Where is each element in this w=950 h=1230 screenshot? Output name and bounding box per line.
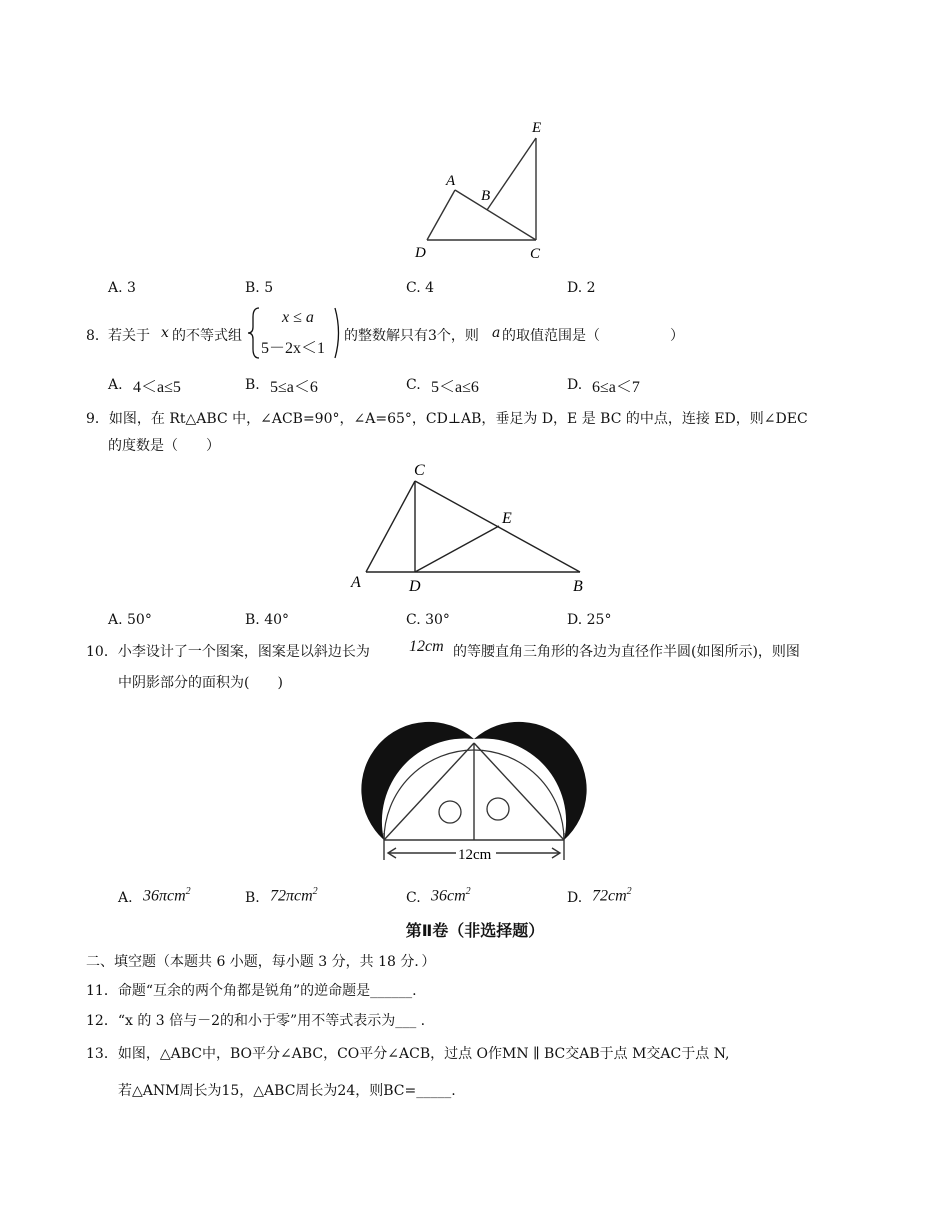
label-E: E [532, 120, 542, 136]
q8-option-a-label: A. [108, 377, 123, 393]
q10-line1-pre: 10．小李设计了一个图案，图案是以斜边长为 [86, 644, 370, 660]
label-A: A [351, 574, 361, 591]
label-A: A [446, 173, 456, 189]
q8-text-end: 的取值范围是（ ） [502, 328, 684, 344]
q10-option-c-math: $36cm^2$ [431, 886, 471, 905]
q13-line1: 13．如图，△ABC中，BO平分∠ABC，CO平分∠ACB，过点 O作MN ∥ BC交AB于点 M交AC于点 N, [86, 1046, 730, 1062]
seg-DA [427, 190, 455, 240]
q10-line1-post: 的等腰直角三角形的各边为直径作半圆(如图所示)，则图 [453, 644, 800, 660]
q8-option-c-label: C. [406, 377, 421, 393]
q8-text-mid: 的不等式组 [172, 328, 242, 344]
q7-option-a: A. 3 [108, 280, 136, 296]
seg-EB [487, 138, 536, 210]
q9-option-c: C. 30° [406, 612, 450, 628]
q10-option-d-math: $72cm^2$ [592, 886, 632, 905]
label-D: D [415, 245, 426, 261]
q7-option-b: B. 5 [245, 280, 274, 296]
label-C: C [414, 462, 425, 479]
q8-option-b-label: B. [245, 377, 260, 393]
dimension-label: 12cm [458, 847, 492, 863]
q9-line1: 9．如图，在 Rt△ABC 中，∠ACB=90°，∠A=65°，CD⊥AB，垂足为 D，E 是 BC 的中点，连接 ED，则∠DEC [86, 411, 808, 427]
label-C: C [530, 246, 541, 262]
q8-text-post: 的整数解只有3个，则 [344, 328, 479, 344]
q8-var-a: a [492, 325, 501, 341]
figure-q9 [345, 455, 595, 595]
q9-option-b: B. 40° [245, 612, 290, 628]
label-B: B [481, 188, 491, 204]
shaded-lune-right [474, 722, 587, 840]
q9-line2: 的度数是（ ） [108, 438, 220, 454]
q10-option-b-label: B. [245, 890, 260, 906]
q7-option-d: D. 2 [567, 280, 596, 296]
label-B: B [573, 578, 583, 595]
figure-q10 [360, 715, 590, 870]
q8-number: 8． [86, 328, 109, 344]
section2-description: 二、填空题（本题共 6 小题，每小题 3 分，共 18 分．） [86, 954, 436, 970]
q8-option-d-label: D. [567, 377, 583, 393]
q8-option-a-math: 4＜a≤5 [133, 379, 181, 396]
q10-line1-math: 12cm [409, 638, 444, 655]
q8-system-row2: 5－2x＜1 [261, 340, 326, 357]
section2-title: 第Ⅱ卷（非选择题） [405, 921, 545, 940]
label-E: E [502, 510, 512, 527]
q8-system-row1: x ≤ a [282, 309, 314, 326]
q11: 11．命题“互余的两个角都是锐角”的逆命题是______. [86, 983, 417, 999]
q8-option-b-math: 5≤a＜6 [270, 379, 318, 396]
q12: 12．“x 的 3 倍与－2的和小于零”用不等式表示为___ . [86, 1013, 426, 1029]
q10-option-a-math: 36πcm$^2$ [143, 886, 191, 905]
q13-line2: 若△ANM周长为15，△ABC周长为24，则BC=_____. [118, 1083, 456, 1099]
shaded-lune-left [361, 722, 474, 840]
q7-option-c: C. 4 [406, 280, 435, 296]
small-circle-left [439, 801, 461, 823]
q10-line2: 中阴影部分的面积为( ) [118, 675, 283, 691]
q9-option-d: D. 25° [567, 612, 612, 628]
q8-option-d-math: 6≤a＜7 [592, 379, 640, 396]
seg-AC [366, 481, 415, 572]
q10-option-b-math: 72πcm$^2$ [270, 886, 318, 905]
figure-q7 [405, 110, 565, 270]
label-D: D [409, 578, 421, 595]
q10-option-c-label: C. [406, 890, 421, 906]
q8-var-x: x [161, 325, 169, 341]
q9-option-a: A. 50° [108, 612, 152, 628]
q8-text-pre: 若关于 [108, 328, 150, 344]
q10-option-d-label: D. [567, 890, 583, 906]
q8-option-c-math: 5＜a≤6 [431, 379, 479, 396]
q10-option-a-label: A. [118, 890, 133, 906]
small-circle-right [487, 798, 509, 820]
seg-DE [415, 526, 499, 572]
